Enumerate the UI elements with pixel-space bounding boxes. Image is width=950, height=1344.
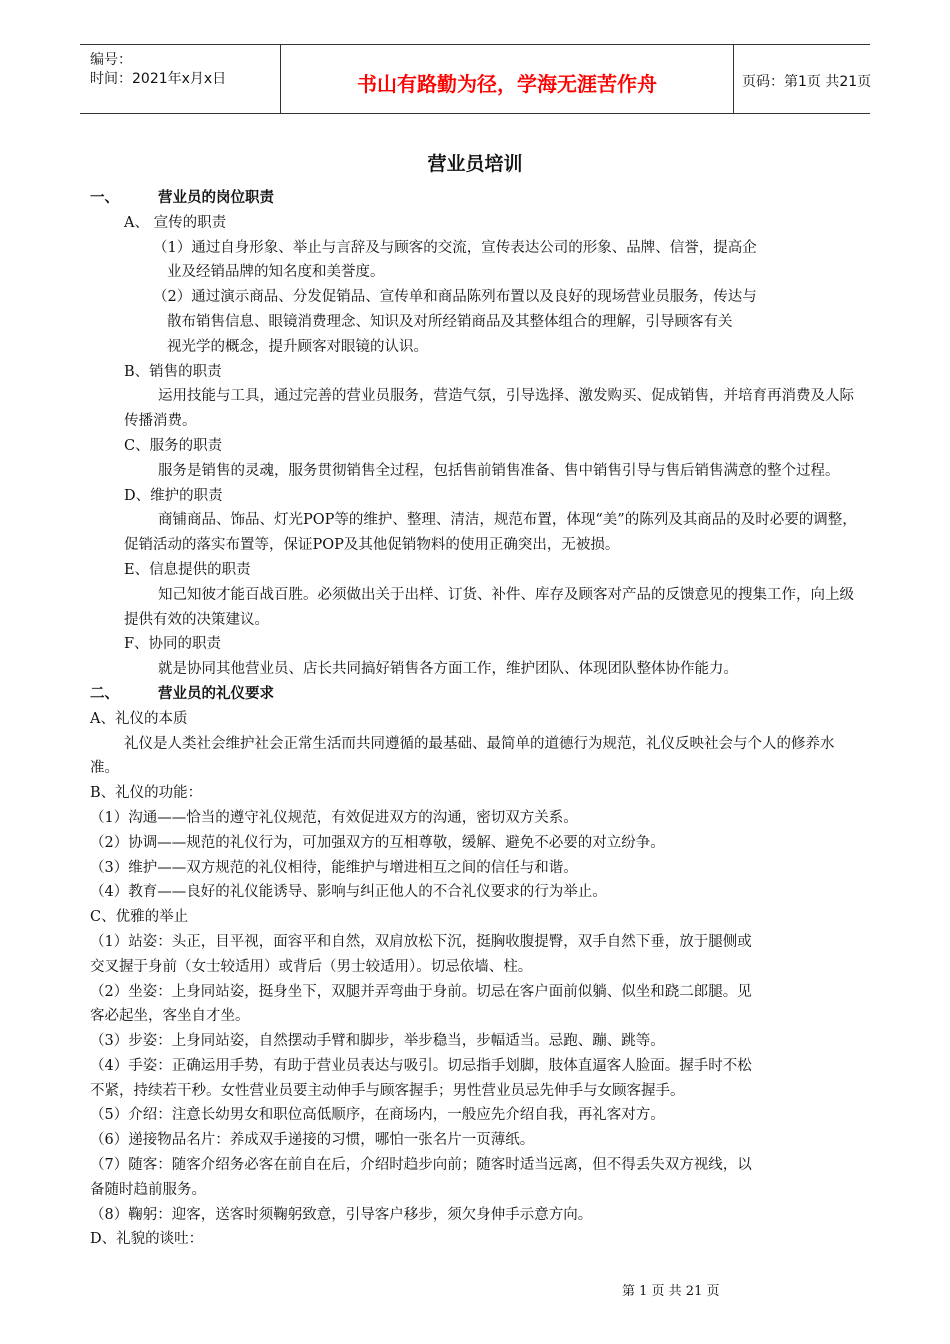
header-motto-cell bbox=[280, 45, 734, 113]
subsection-title: F、协同的职责 bbox=[124, 636, 222, 653]
list-item: （4）教育——良好的礼仪能诱导、影响与纠正他人的不合礼仪要求的行为举止。 bbox=[90, 884, 607, 901]
list-item: （1）站姿：头正，目平视，面容平和自然，双肩放松下沉，挺胸收腹提臀，双手自然下垂，放于腿侧或 bbox=[90, 933, 752, 950]
list-item-continuation: 客必起坐，客坐自才坐。 bbox=[90, 1008, 250, 1025]
subsection-title: B、礼仪的功能： bbox=[90, 785, 203, 802]
section-title: 营业员的礼仪要求 bbox=[158, 685, 274, 702]
list-item: （1）沟通——恰当的遵守礼仪规范，有效促进双方的沟通，密切双方关系。 bbox=[90, 809, 578, 826]
subsection-title: C、服务的职责 bbox=[124, 437, 223, 454]
doc-time: 时间：2021年x月x日 bbox=[90, 71, 227, 87]
list-item-continuation: 视光学的概念，提升顾客对眼镜的认识。 bbox=[167, 338, 428, 355]
list-item: （7）随客：随客介绍务必客在前自在后，介绍时趋步向前；随客时适当远离，但不得丢失双方视线，以 bbox=[90, 1157, 752, 1174]
subsection-title: B、销售的职责 bbox=[124, 363, 222, 380]
list-item: （6）递接物品名片：养成双手递接的习惯，哪怕一张名片一页薄纸。 bbox=[90, 1132, 535, 1149]
header-page-number: 页码：第1页 共21页 bbox=[742, 74, 872, 90]
paragraph: 知己知彼才能百战百胜。必须做出关于出样、订货、补件、库存及顾客对产品的反馈意见的搜集工作，向上级提供有效的决策建议。 bbox=[124, 586, 854, 628]
paragraph: 就是协同其他营业员、店长共同搞好销售各方面工作，维护团队、体现团队整体协作能力。 bbox=[158, 661, 738, 678]
list-item-continuation: 散布销售信息、眼镜消费理念、知识及对所经销商品及其整体组合的理解，引导顾客有关 bbox=[167, 313, 733, 330]
list-item: （4）手姿：正确运用手势，有助于营业员表达与吸引。切忌指手划脚，肢体直逼客人脸面。握手时不松 bbox=[90, 1057, 752, 1074]
subsection-title: E、信息提供的职责 bbox=[124, 561, 251, 578]
list-item-continuation: 业及经销品牌的知名度和美誉度。 bbox=[167, 264, 385, 281]
header-motto: 书山有路勤为径，学海无涯苦作舟 bbox=[357, 72, 657, 96]
section-number: 一、 bbox=[90, 190, 119, 206]
doc-number-label: 编号： bbox=[90, 52, 132, 68]
list-item-continuation: 备随时趋前服务。 bbox=[90, 1181, 206, 1198]
list-item: （8）鞠躬：迎客，送客时须鞠躬致意，引导客户移步，须欠身伸手示意方向。 bbox=[90, 1206, 593, 1223]
subsection-title: D、维护的职责 bbox=[124, 487, 223, 504]
section-title: 营业员的岗位职责 bbox=[158, 190, 274, 206]
header-page-cell bbox=[732, 45, 870, 113]
paragraph: 商铺商品、饰品、灯光POP等的维护、整理、清洁，规范布置，体现“美”的陈列及其商品的及时必要的调整，促销活动的落实布置等，保证POP及其他促销物料的使用正确突出，无被损。 bbox=[124, 512, 857, 554]
section-number: 二、 bbox=[90, 685, 119, 702]
section-heading bbox=[90, 682, 860, 707]
section-heading bbox=[90, 186, 860, 211]
page-footer: 第 1 页 共 21 页 bbox=[622, 1284, 720, 1299]
subsection-title: D、礼貌的谈吐： bbox=[90, 1231, 204, 1248]
list-item: （2）通过演示商品、分发促销品、宣传单和商品陈列布置以及良好的现场营业员服务，传达与 bbox=[153, 289, 757, 306]
list-item-continuation: 不紧，持续若干秒。女性营业员要主动伸手与顾客握手；男性营业员忌先伸手与女顾客握手。 bbox=[90, 1082, 685, 1099]
subsection-title: C、优雅的举止 bbox=[90, 909, 189, 926]
list-item-continuation: 交叉握于身前（女士较适用）或背后（男士较适用）。切忌依墙、柱。 bbox=[90, 958, 533, 975]
list-item: （5）介绍：注意长幼男女和职位高低顺序，在商场内，一般应先介绍自我，再礼客对方。 bbox=[90, 1107, 665, 1124]
list-item: （3）步姿：上身同站姿，自然摆动手臂和脚步，举步稳当，步幅适当。忌跑、蹦、跳等。 bbox=[90, 1033, 665, 1050]
page-title: 营业员培训 bbox=[427, 153, 523, 175]
subsection-title: A、礼仪的本质 bbox=[90, 710, 188, 727]
list-item: （2）坐姿：上身同站姿，挺身坐下，双腿并弄弯曲于身前。切忌在客户面前似躺、似坐和跷二郎腿。见 bbox=[90, 983, 752, 1000]
list-item: （2）协调——规范的礼仪行为，可加强双方的互相尊敬，缓解、避免不必要的对立纷争。 bbox=[90, 834, 665, 851]
document-body bbox=[90, 186, 860, 1252]
list-item: （3）维护——双方规范的礼仪相待，能维护与增进相互之间的信任与和谐。 bbox=[90, 859, 578, 876]
paragraph: 运用技能与工具，通过完善的营业员服务，营造气氛，引导选择、激发购买、促成销售，并培育再消费及人际传播消费。 bbox=[124, 388, 854, 430]
header-info-cell bbox=[80, 45, 280, 113]
list-item: （1）通过自身形象、举止与言辞及与顾客的交流，宣传表达公司的形象、品牌、信誉，提高企 bbox=[153, 239, 757, 256]
page-header bbox=[80, 44, 870, 114]
paragraph: 礼仪是人类社会维护社会正常生活而共同遵循的最基础、最简单的道德行为规范，礼仪反映社会与个人的修养水准。 bbox=[90, 735, 835, 777]
paragraph: 服务是销售的灵魂，服务贯彻销售全过程，包括售前销售准备、售中销售引导与售后销售满意的整个过程。 bbox=[158, 462, 840, 479]
subsection-title: A、 宣传的职责 bbox=[124, 214, 227, 231]
